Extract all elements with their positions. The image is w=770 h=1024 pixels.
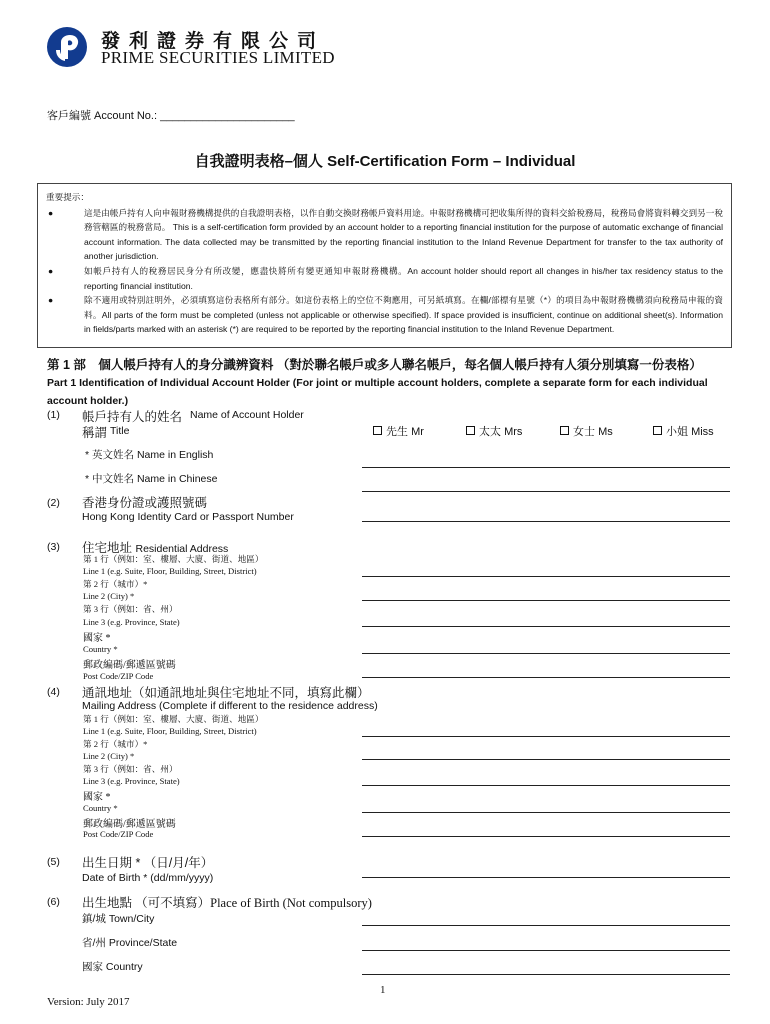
q6-label: 出生地點 （可不填寫）Place of Birth (Not compulsory) xyxy=(82,896,372,910)
q1-name-label-zh: 帳戶持有人的姓名 xyxy=(82,410,183,424)
name-english-input-line[interactable] xyxy=(362,467,730,468)
postcode-label-en: Post Code/ZIP Code xyxy=(83,671,154,681)
bullet-icon: ● xyxy=(48,295,54,306)
line1-label-en: Line 1 (e.g. Suite, Floor, Building, Street, District) xyxy=(83,566,257,576)
country-label-en: Country * xyxy=(83,644,118,654)
line2-label-en: Line 2 (City) * xyxy=(83,591,135,601)
account-number-field[interactable]: 客戶編號 Account No.: ______________________ xyxy=(47,110,295,122)
q1-name-label-en: Name of Account Holder xyxy=(190,409,304,421)
notice-item-text: 除不適用或特別註明外，必須填寫這份表格所有部分。如這份表格上的空位不夠應用，可另紙填寫。在欄/部標有星號（*）的項目為申報財務機構須向稅務局申報的資料。All parts of the form must be completed (unless not applicable or otherwise specified). If space provided is insufficient, continue on additional sheet(s). Information in fields/parts marked with an asterisk (*) are required to be reported by the reporting financial institution to the Inland Revenue Department. xyxy=(84,295,723,335)
checkbox-icon[interactable] xyxy=(560,426,569,435)
name-english-label xyxy=(85,447,213,462)
option-label-en: Mr xyxy=(411,426,424,438)
q4-label-en: Mailing Address (Complete if different to the residence address) xyxy=(82,700,378,712)
option-label-zh: 小姐 xyxy=(666,426,688,438)
form-title: 自我證明表格–個人 Self-Certification Form – Individual xyxy=(194,153,576,170)
option-label-zh: 先生 xyxy=(386,426,408,438)
country-label-zh: 國家 * xyxy=(83,633,111,644)
notice-heading: 重要提示： xyxy=(46,192,89,202)
option-label-en: Miss xyxy=(691,426,714,438)
option-label-zh: 太太 xyxy=(479,426,501,438)
line3-label-zh: 第 3 行（例如：省、州） xyxy=(83,764,178,774)
residential-country-input[interactable] xyxy=(362,653,730,654)
checkbox-icon[interactable] xyxy=(373,426,382,435)
title-option-ms[interactable] xyxy=(560,423,613,439)
label-zh: 住宅地址 xyxy=(82,541,133,555)
postcode-label-zh: 郵政編碼/郵遞區號碼 xyxy=(83,819,176,830)
province-label: 省/州 Province/State xyxy=(82,937,178,949)
label-zh: * 英文姓名 xyxy=(85,449,135,461)
line3-label-en: Line 3 (e.g. Province, State) xyxy=(83,617,180,627)
q1-number: (1) xyxy=(47,409,60,421)
q5-label-en: Date of Birth * (dd/mm/yyyy) xyxy=(82,872,214,884)
residential-postcode-input[interactable] xyxy=(362,677,730,678)
line3-label-zh: 第 3 行（例如：省、州） xyxy=(83,604,178,614)
line2-label-zh: 第 2 行（城市）* xyxy=(83,739,148,749)
label-zh: * 中文姓名 xyxy=(85,473,135,485)
mailing-postcode-input[interactable] xyxy=(362,836,730,837)
title-option-miss[interactable] xyxy=(653,423,714,439)
option-label-en: Ms xyxy=(598,426,613,438)
name-chinese-label xyxy=(85,471,217,486)
q5-label-zh: 出生日期 * （日/月/年） xyxy=(82,856,214,870)
birth-province-input[interactable] xyxy=(362,950,730,951)
label-en: Name in Chinese xyxy=(136,473,218,485)
mailing-country-input[interactable] xyxy=(362,812,730,813)
q4-label-zh: 通訊地址（如通訊地址與住宅地址不同，填寫此欄） xyxy=(82,686,370,700)
title-option-mr[interactable] xyxy=(373,423,424,439)
line1-label-en: Line 1 (e.g. Suite, Floor, Building, Street, District) xyxy=(83,726,257,736)
part1-heading-en: Part 1 Identification of Individual Account Holder (For joint or multiple account holders, complete a separate form for each individual account holder.) xyxy=(47,377,708,407)
line1-label-zh: 第 1 行（例如：室、樓層、大廈、街道、地區） xyxy=(83,714,264,724)
line2-label-zh: 第 2 行（城市）* xyxy=(83,579,148,589)
q2-label-zh: 香港身份證或護照號碼 xyxy=(82,496,208,510)
q6-number: (6) xyxy=(47,896,60,908)
bullet-icon: ● xyxy=(48,207,54,218)
name-chinese-input-line[interactable] xyxy=(362,491,730,492)
bullet-icon: ● xyxy=(48,265,54,276)
hkid-input-line[interactable] xyxy=(362,521,730,522)
part1-heading-zh: 第 1 部 個人帳戶持有人的身分識辨資料 （對於聯名帳戶或多人聯名帳戶，每名個人帳戶持有人須分別填寫一份表格） xyxy=(47,358,702,372)
company-name-zh: 發利證券有限公司 xyxy=(101,30,326,52)
country-label-en: Country * xyxy=(83,803,118,813)
q2-number: (2) xyxy=(47,497,60,509)
birth-town-input[interactable] xyxy=(362,925,730,926)
company-name-en: PRIME SECURITIES LIMITED xyxy=(101,48,335,67)
residential-line2-input[interactable] xyxy=(362,600,730,601)
option-label-en: Mrs xyxy=(504,426,523,438)
birth-country-input[interactable] xyxy=(362,974,730,975)
mailing-line1-input[interactable] xyxy=(362,736,730,737)
title-option-mrs[interactable] xyxy=(466,423,522,439)
town-label: 鎮/城 Town/City xyxy=(82,913,155,925)
dob-input-line[interactable] xyxy=(362,877,730,878)
version-label: Version: July 2017 xyxy=(47,996,130,1008)
q5-number: (5) xyxy=(47,856,60,868)
important-notice-box xyxy=(37,183,732,348)
q1-title-label-en: Title xyxy=(110,425,130,437)
page-number: 1 xyxy=(380,984,386,996)
q4-number: (4) xyxy=(47,686,60,698)
q2-label-en: Hong Kong Identity Card or Passport Number xyxy=(82,511,294,523)
label-en: Residential Address xyxy=(135,543,229,555)
notice-item-text: 這是由帳戶持有人向申報財務機構提供的自我證明表格，以作自動交換財務帳戶資料用途。申報財務機構可把收集所得的資料交給稅務局，稅務局會將資料轉交到另一稅務管轄區的稅務當局。 This is a self-certification form provided by an account holder to a reporting financial institution for the purpose of automatic exchange of financial account information. The data collected may be transmitted by the reporting financial institution to the Inland Revenue Department for transfer to the tax authority of another jurisdiction. xyxy=(84,207,723,262)
checkbox-icon[interactable] xyxy=(653,426,662,435)
line3-label-en: Line 3 (e.g. Province, State) xyxy=(83,776,180,786)
notice-item-text: 如帳戶持有人的稅務居民身分有所改變，應盡快將所有變更通知申報財務機構。An account holder should report all changes in his/her tax residency status to the reporting financial institution. xyxy=(84,265,723,291)
mailing-line2-input[interactable] xyxy=(362,759,730,760)
notice-item xyxy=(46,293,723,337)
line1-label-zh: 第 1 行（例如：室、樓層、大廈、街道、地區） xyxy=(83,554,264,564)
country-label: 國家 Country xyxy=(82,961,143,973)
q3-number: (3) xyxy=(47,541,60,553)
notice-item xyxy=(46,264,723,293)
residential-line3-input[interactable] xyxy=(362,626,730,627)
company-logo xyxy=(46,26,88,68)
notice-item xyxy=(46,206,723,264)
option-label-zh: 女士 xyxy=(573,426,595,438)
checkbox-icon[interactable] xyxy=(466,426,475,435)
mailing-line3-input[interactable] xyxy=(362,785,730,786)
line2-label-en: Line 2 (City) * xyxy=(83,751,135,761)
country-label-zh: 國家 * xyxy=(83,792,111,803)
label-en: Name in English xyxy=(136,449,214,461)
q1-title-label-zh: 稱謂 xyxy=(82,426,108,440)
postcode-label-en: Post Code/ZIP Code xyxy=(83,829,154,839)
postcode-label-zh: 郵政編碼/郵遞區號碼 xyxy=(83,660,176,671)
residential-line1-input[interactable] xyxy=(362,576,730,577)
